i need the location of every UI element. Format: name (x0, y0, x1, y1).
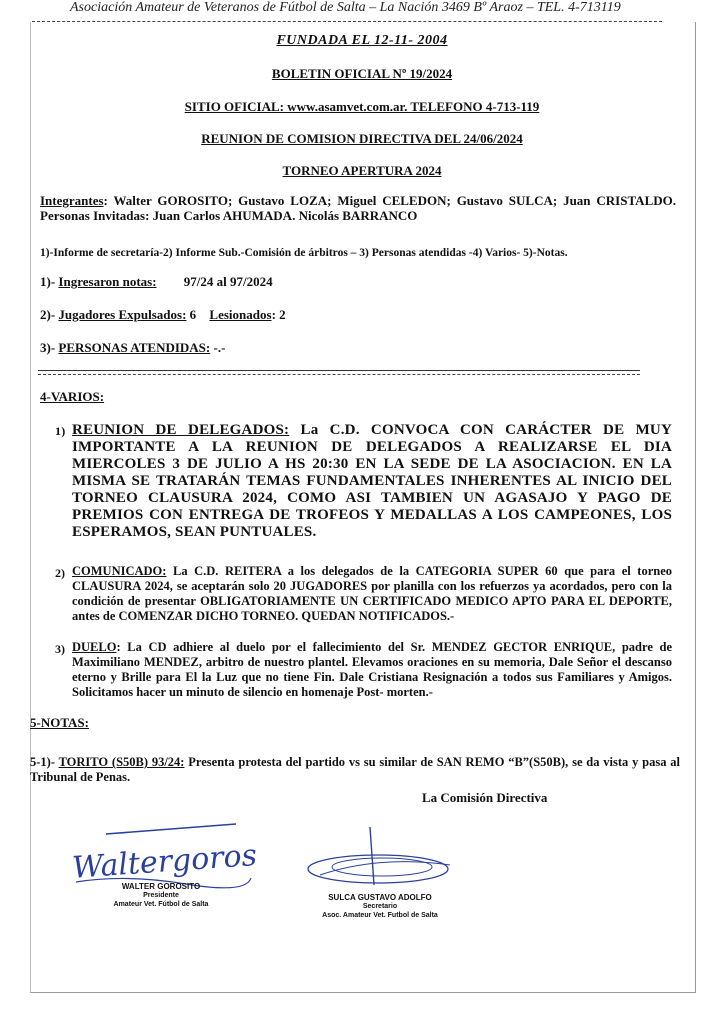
section-divider-2 (38, 374, 640, 375)
expelled-count: 6 (186, 307, 200, 322)
notes-received: 1)- Ingresaron notas: 97/24 al 97/2024 (40, 274, 273, 289)
meeting-title: REUNION DE COMISION DIRECTIVA DEL 24/06/2024 (201, 131, 523, 146)
signer-2-role: Secretario (362, 903, 398, 910)
letterhead: Asociación Amateur de Veteranos de Fútbol de Salta – La Nación 3469 Bº Araoz – TEL. 4-713119 (70, 0, 621, 15)
signer-2-org: Asoc. Amateur Vet. Futbol de Salta (322, 912, 438, 919)
section-divider (38, 370, 640, 371)
signer-1-org: Amateur Vet. Fútbol de Salta (113, 901, 209, 908)
varios-item-1: 1) REUNION DE DELEGADOS: La C.D. CONVOCA CON CARÁCTER DE MUY IMPORTANTE A LA REUNION DE DELEGADOS A REALIZARSE EL DIA MIERCOLES 3 DE JULIO A HS 20:30 EN LA SEDE DE LA ASOCIACION. EN LA MISMA SE TRATARÁN TEMAS FUNDAMENTALES INHERENTES AL INICIO DEL TORNEO CLAUSURA 2024, COMO ASI TAMBIEN UN AGASAJO Y PAGO DE PREMIOS CON ENTREGA DE TROFEOS Y MEDALLAS A LOS CAMPEONES, LOS ESPERAMOS, SEAN PUNTUALES. (55, 422, 672, 540)
signature-gorosito (66, 820, 256, 920)
agenda: 1)-Informe de secretaría-2) Informe Sub.-Comisión de árbitros – 3) Personas atendidas -4) Varios- 5)-Notas. (40, 247, 568, 259)
signature-gorosito-scribble (66, 820, 256, 890)
signer-1-name: WALTER GOROSITO (121, 882, 201, 891)
people-attended: 3)- PERSONAS ATENDIDAS: -.- (40, 340, 226, 355)
notas-title: 5-NOTAS: (30, 715, 89, 730)
members-paragraph (40, 193, 676, 223)
varios-item-3: 3) DUELO: La CD adhiere al duelo por el fallecimiento del Sr. MENDEZ GECTOR ENRIQUE, padre de Maximiliano MENDEZ, arbitro de nuestro plantel. Elevamos oraciones en su memoria, Dale Señor el descanso eterno y Brille para El la Luz que no tiene Fin. Dale Cristiana Resignación a todos sus Familiares y Amigos. Solicitamos hacer un minuto de silencio en homenaje Post- morten.- (55, 640, 672, 699)
note-5-1: 5-1)- TORITO (S50B) 93/24: Presenta protesta del partido vs su similar de SAN REMO “B”(S50B), se da vista y pasa al Tribunal de Penas. (30, 755, 680, 784)
varios-title: 4-VARIOS: (40, 389, 105, 404)
svg-text:Waltergorosito: Waltergorosito (71, 835, 256, 886)
official-site: SITIO OFICIAL: www.asamvet.com.ar. TELEFONO 4-713-119 (184, 99, 540, 114)
signer-1-role: Presidente (143, 892, 179, 899)
closing: La Comisión Directiva (422, 790, 548, 805)
bulletin-number: BOLETIN OFICIAL Nº 19/2024 (271, 66, 453, 81)
members-label: Integrantes (40, 193, 104, 208)
signature-sulca-scribble (300, 825, 460, 893)
varios-item-2: 2) COMUNICADO: La C.D. REITERA a los delegados de la CATEGORIA SUPER 60 que para el torneo CLAUSURA 2024, se aceptarán solo 20 JUGADORES por planilla con los refuerzos ya acordados, pero con la condición de presentar OBLIGATORIAMENTE UN CERTIFICADO MEDICO APTO PARA EL DEPORTE, antes de COMENZAR DICHO TORNEO. QUEDAN NOTIFICADOS.- (55, 564, 672, 623)
signature-sulca (300, 825, 460, 925)
letterhead-divider (32, 21, 662, 22)
tournament-title: TORNEO APERTURA 2024 (282, 163, 442, 178)
members-text: : Walter GOROSITO; Gustavo LOZA; Miguel CELEDON; Gustavo SULCA; Juan CRISTALDO. Personas Invitadas: Juan Carlos AHUMADA. Nicolás BARRANCO (40, 193, 676, 223)
notes-range: 97/24 al 97/2024 (183, 274, 273, 289)
signer-2-name: SULCA GUSTAVO ADOLFO (328, 893, 432, 902)
players-expelled: 2)- Jugadores Expulsados: 6 Lesionados: 2 (40, 307, 286, 322)
founded-date: FUNDADA EL 12-11- 2004 (276, 33, 448, 48)
injured-count: : 2 (271, 307, 286, 322)
